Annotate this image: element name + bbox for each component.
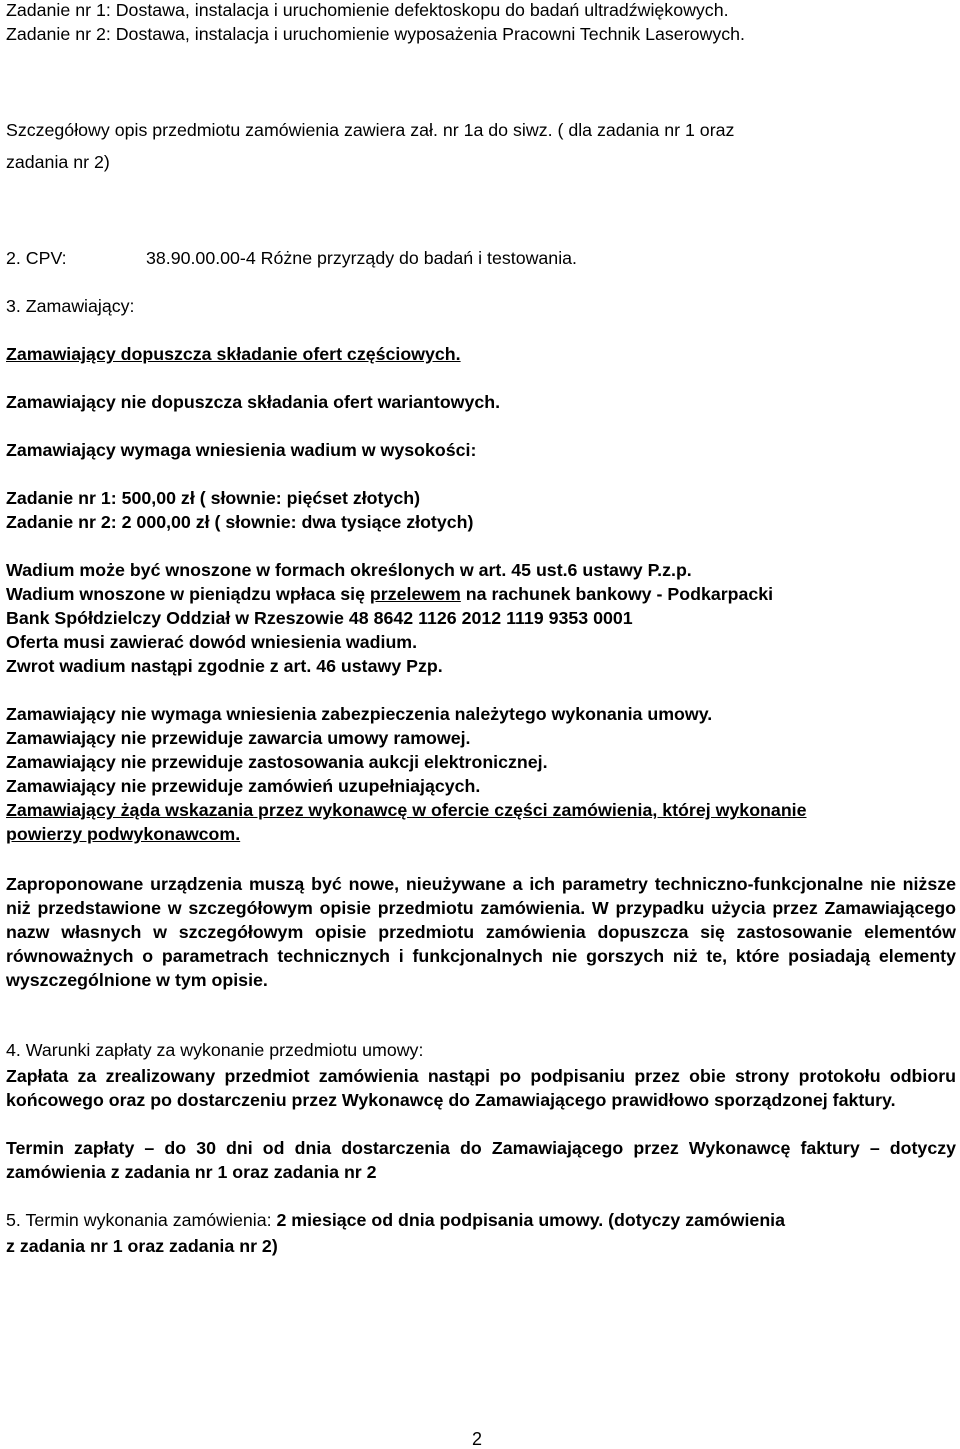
- deposit-required-statement: Zamawiający wymaga wniesienia wadium w wysokości:: [6, 440, 477, 460]
- bank-account-line: Bank Spółdzielczy Oddział w Rzeszowie 48 8642 1126 2012 1119 9353 0001: [6, 608, 633, 628]
- deposit-cash-text-b: na rachunek bankowy - Podkarpacki: [460, 584, 774, 604]
- cpv-value: 38.90.00.00-4 Różne przyrządy do badań i testowania.: [146, 248, 577, 268]
- payment-term-paragraph: Termin zapłaty – do 30 dni od dnia dostarczenia do Zamawiającego przez Wykonawcę faktury – dotyczy zamówienia z zadania nr 1 oraz zadania nr 2: [6, 1138, 956, 1182]
- deposit-return-line: Zwrot wadium nastąpi zgodnie z art. 46 ustawy Pzp.: [6, 656, 443, 676]
- variant-offers-statement: Zamawiający nie dopuszcza składania ofert wariantowych.: [6, 392, 501, 412]
- deposit-cash-text-a: Wadium wnoszone w pieniądzu wpłaca się: [6, 584, 370, 604]
- partial-offers-statement: Zamawiający dopuszcza składanie ofert częściowych.: [6, 344, 461, 364]
- no-framework-statement: Zamawiający nie przewiduje zawarcia umowy ramowej.: [6, 728, 471, 748]
- section-3-heading: 3. Zamawiający:: [6, 296, 135, 316]
- completion-term-value-line-2: z zadania nr 1 oraz zadania nr 2): [6, 1236, 278, 1256]
- task-2-line: Zadanie nr 2: Dostawa, instalacja i uruchomienie wyposażenia Pracowni Technik Laserowych.: [6, 24, 745, 44]
- subcontract-line-1: Zamawiający żąda wskazania przez wykonawcę w ofercie części zamówienia, której wykonanie: [6, 800, 807, 820]
- subcontract-line-2: powierzy podwykonawcom.: [6, 824, 241, 844]
- completion-term-paragraph: [6, 1208, 956, 1232]
- no-auction-statement: Zamawiający nie przewiduje zastosowania aukcji elektronicznej.: [6, 752, 548, 772]
- page-number: 2: [472, 1429, 483, 1449]
- deposit-cash-paragraph: [6, 584, 956, 605]
- deposit-task-1: Zadanie nr 1: 500,00 zł ( słownie: pięćset złotych): [6, 488, 421, 508]
- deposit-cash-transfer: przelewem: [369, 584, 461, 604]
- task-1-line: Zadanie nr 1: Dostawa, instalacja i uruchomienie defektoskopu do badań ultradźwiękowych.: [6, 0, 729, 20]
- detail-line-1: Szczegółowy opis przedmiotu zamówienia zawiera zał. nr 1a do siwz. ( dla zadania nr 1 oraz: [6, 120, 735, 140]
- equipment-requirements-paragraph: Zaproponowane urządzenia muszą być nowe, nieużywane a ich parametry techniczno-funkcjonalne nie niższe niż przedstawione w szczegółowym opisie przedmiotu zamówienia. W przypadku użycia przez Zamawiającego nazw własnych w szczegółowym opisie przedmiotu zamówienia dopuszcza się zastosowanie elementów równoważnych o parametrach technicznych i funkcjonalnych nie gorszych niż te, które posiadają elementy wyszczególnione w tym opisie.: [6, 874, 956, 990]
- completion-term-label: 5. Termin wykonania zamówienia:: [6, 1210, 277, 1230]
- deposit-forms: Wadium może być wnoszone w formach określonych w art. 45 ust.6 ustawy P.z.p.: [6, 560, 692, 580]
- deposit-task-2: Zadanie nr 2: 2 000,00 zł ( słownie: dwa tysiące złotych): [6, 512, 474, 532]
- section-4-heading: 4. Warunki zapłaty za wykonanie przedmiotu umowy:: [6, 1040, 424, 1060]
- cpv-label: 2. CPV:: [6, 248, 67, 268]
- deposit-proof-line: Oferta musi zawierać dowód wniesienia wadium.: [6, 632, 418, 652]
- completion-term-value: 2 miesiące od dnia podpisania umowy. (dotyczy zamówienia: [276, 1210, 786, 1230]
- no-security-statement: Zamawiający nie wymaga wniesienia zabezpieczenia należytego wykonania umowy.: [6, 704, 713, 724]
- detail-line-2: zadania nr 2): [6, 152, 110, 172]
- no-supplementary-statement: Zamawiający nie przewiduje zamówień uzupełniających.: [6, 776, 481, 796]
- payment-conditions-paragraph: Zapłata za zrealizowany przedmiot zamówienia nastąpi po podpisaniu przez obie strony protokołu odbioru końcowego oraz po dostarczeniu przez Wykonawcę do Zamawiającego prawidłowo sporządzonej faktury.: [6, 1066, 956, 1110]
